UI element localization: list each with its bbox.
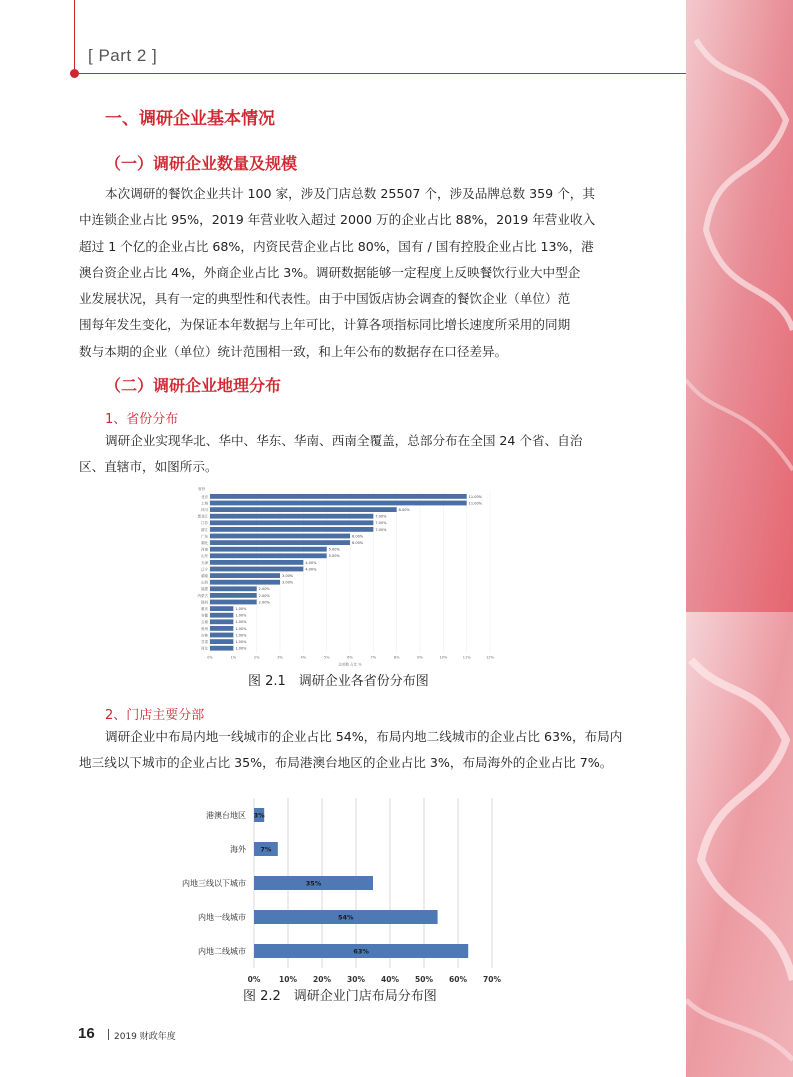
chart1-bar <box>210 494 467 499</box>
chart1-value-label: 1.00% <box>235 620 247 625</box>
chart2-category-label: 内地三线以下城市 <box>182 879 246 888</box>
paragraph-line: 调研企业中布局内地一线城市的企业占比 54%，布局内地二线城市的企业占比 63%，布局内 <box>105 729 623 744</box>
decorative-photo-strip <box>686 0 793 1077</box>
chart1-bar <box>210 626 233 631</box>
chart2-value-label: 3% <box>253 811 265 820</box>
paragraph-line: 超过 1 个亿的企业占比 68%，内资民营企业占比 80%，国有 / 国有控股企业占比 13%，港 <box>79 238 594 254</box>
chart1-category-label: 河北 <box>201 646 208 651</box>
chart2-category-label: 内地二线城市 <box>198 947 246 956</box>
chart1-category-label: 天津 <box>201 560 208 565</box>
chart1-value-label: 2.00% <box>258 587 270 592</box>
paragraph-scale <box>79 181 607 365</box>
chart1-bar <box>210 547 327 552</box>
chart1-tick-label: 10% <box>439 655 448 660</box>
chart2-tick-label: 30% <box>347 975 365 982</box>
chart1-category-label: 浙江 <box>201 527 208 532</box>
paragraph-line: 澳台资企业占比 4%，外商企业占比 3%。调研数据能够一定程度上反映餐饮行业大中型企 <box>79 264 581 280</box>
chart1-category-label: 广东 <box>201 534 208 539</box>
figure-caption-2-2: 图 2.2 调研企业门店布局分布图 <box>243 989 437 1004</box>
chart1-bar <box>210 593 257 598</box>
chart1-bar <box>210 606 233 611</box>
header-frame-dot <box>70 69 79 78</box>
chart1-bar <box>210 633 233 638</box>
chart1-category-label: 湖北 <box>201 541 208 545</box>
chart1-bar <box>210 639 233 644</box>
chart1-category-label: 辽宁 <box>201 567 208 572</box>
chart1-tick-label: 6% <box>347 655 353 660</box>
chart1-category-label: 福建 <box>201 587 208 592</box>
chart1-category-label: 陕西 <box>201 600 208 605</box>
chart1-bar <box>210 586 257 591</box>
chart1-value-label: 4.00% <box>305 560 317 565</box>
chart1-category-label: 河南 <box>201 547 208 552</box>
chart1-tick-label: 7% <box>370 655 377 660</box>
paragraph-line: 调研企业实现华北、华中、华东、华南、西南全覆盖，总部分布在全国 24 个省、自治 <box>105 433 583 448</box>
chart1-bar <box>210 573 280 578</box>
chart1-tick-label: 5% <box>323 655 330 660</box>
chart1-tick-label: 8% <box>393 655 400 660</box>
chart1-bar <box>210 540 350 545</box>
province-chart-svg <box>196 485 496 670</box>
chart1-bar <box>210 567 303 572</box>
chart2-category-label: 内地一线城市 <box>198 913 246 922</box>
subsection-title-1: （一）调研企业数量及规模 <box>105 154 298 173</box>
chart1-bar <box>210 527 373 532</box>
header-frame-vertical <box>74 0 75 74</box>
chart1-bar <box>210 600 257 605</box>
chart1-value-label: 3.00% <box>282 574 294 578</box>
chart1-category-label: 吉林 <box>201 633 208 638</box>
chart2-value-label: 63% <box>353 947 369 956</box>
chart1-value-label: 2.00% <box>258 600 270 605</box>
store-layout-chart <box>174 790 514 986</box>
chart1-tick-label: 2% <box>253 655 260 660</box>
chart1-bar <box>210 507 397 512</box>
chart1-axis-label: 总部数 占比 % <box>338 662 362 667</box>
chart2-category-label: 海外 <box>230 845 246 854</box>
chart2-tick-label: 0% <box>247 975 261 982</box>
chart1-value-label: 1.00% <box>235 633 247 638</box>
chart1-category-label: 上海 <box>201 501 208 506</box>
chart1-tick-label: 3% <box>277 655 283 660</box>
paragraph-line: 数与本期的企业（单位）统计范围相一致，和上年公布的数据存在口径差异。 <box>79 343 508 359</box>
chart1-header-label: 省份 <box>198 487 205 491</box>
chart1-value-label: 8.00% <box>398 508 410 512</box>
chart2-tick-label: 40% <box>381 975 399 982</box>
page-number: 16 <box>78 1025 95 1042</box>
chart1-category-label: 重庆 <box>201 607 208 611</box>
chart1-category-label: 江苏 <box>201 521 208 526</box>
chart2-value-label: 7% <box>260 845 272 854</box>
paragraph-line: 区、直辖市，如图所示。 <box>79 459 218 475</box>
item-title-province: 1、省份分布 <box>105 412 179 427</box>
chart1-bar <box>210 514 373 519</box>
chart1-bar <box>210 580 280 585</box>
chart1-value-label: 1.00% <box>235 626 247 631</box>
chart1-bar <box>210 520 373 525</box>
paragraph-line: 围每年发生变化，为保证本年数据与上年可比，计算各项指标同比增长速度所采用的同期 <box>79 317 571 333</box>
chart1-value-label: 1.00% <box>235 646 247 651</box>
chart1-value-label: 7.00% <box>375 521 387 526</box>
chart1-value-label: 1.00% <box>235 613 247 618</box>
paragraph-province <box>79 428 607 481</box>
chart1-bar <box>210 619 233 624</box>
chart1-value-label: 4.00% <box>305 567 317 572</box>
chart1-value-label: 7.00% <box>375 514 387 519</box>
chart1-value-label: 2.00% <box>258 593 270 598</box>
subsection-title-2: （二）调研企业地理分布 <box>105 376 282 395</box>
paragraph-stores <box>79 724 623 777</box>
paragraph-line: 本次调研的餐饮企业共计 100 家，涉及门店总数 25507 个，涉及品牌总数 359 个，其 <box>105 186 595 201</box>
paragraph-line: 地三线以下城市的企业占比 35%，布局港澳台地区的企业占比 3%，布局海外的企业占比 7%。 <box>79 755 613 771</box>
chart1-value-label: 3.00% <box>282 580 294 585</box>
chart2-category-label: 港澳台地区 <box>206 811 246 820</box>
chart1-value-label: 1.00% <box>235 640 247 644</box>
chart1-category-label: 北京 <box>201 494 208 499</box>
paragraph-line: 业发展状况，具有一定的典型性和代表性。由于中国饭店协会调查的餐饮企业（单位）范 <box>79 291 571 307</box>
chart1-category-label: 云南 <box>201 620 208 625</box>
chart1-bar <box>210 646 233 651</box>
chart1-category-label: 安徽 <box>201 613 208 618</box>
chart2-tick-label: 20% <box>313 975 331 982</box>
chart1-category-label: 四川 <box>201 508 208 512</box>
chart1-tick-label: 1% <box>230 655 237 660</box>
chart1-category-label: 山西 <box>201 580 208 585</box>
chart1-value-label: 1.00% <box>235 607 247 611</box>
chart1-value-label: 7.00% <box>375 527 387 532</box>
header-frame-horizontal <box>74 73 686 74</box>
section-title: 一、调研企业基本情况 <box>105 109 275 129</box>
chart1-value-label: 11.00% <box>468 501 483 506</box>
chart1-value-label: 6.00% <box>352 534 364 539</box>
chart2-value-label: 35% <box>305 879 322 888</box>
footer-text: 2019 财政年度 <box>114 1032 176 1042</box>
chart1-category-label: 贵州 <box>201 626 208 631</box>
chart2-tick-label: 50% <box>415 975 433 982</box>
store-chart-svg <box>174 790 514 982</box>
chart2-tick-label: 60% <box>449 975 467 982</box>
part-label: [ Part 2 ] <box>88 46 158 65</box>
province-distribution-chart <box>196 485 496 674</box>
chart2-value-label: 54% <box>338 913 354 922</box>
chart1-value-label: 5.00% <box>328 547 340 552</box>
chart1-category-label: 内蒙古 <box>197 593 208 598</box>
chart1-value-label: 6.00% <box>352 541 364 545</box>
chart1-tick-label: 4% <box>300 655 307 660</box>
chart1-category-label: 山东 <box>201 554 208 559</box>
chart1-tick-label: 0% <box>207 655 213 660</box>
paragraph-line: 中连锁企业占比 95%，2019 年营业收入超过 2000 万的企业占比 88%，2019 年营业收入 <box>79 212 596 228</box>
chart2-tick-label: 70% <box>483 975 501 982</box>
chart1-bar <box>210 501 467 506</box>
chart2-tick-label: 10% <box>279 975 297 982</box>
chart1-bar <box>210 613 233 618</box>
chart1-value-label: 5.00% <box>328 554 340 559</box>
chart1-bar <box>210 553 327 558</box>
chart1-bar <box>210 560 303 565</box>
chart1-value-label: 11.00% <box>468 494 483 499</box>
chart1-tick-label: 11% <box>462 655 471 660</box>
footer-separator <box>108 1029 109 1040</box>
chart1-category-label: 黑龙江 <box>197 514 208 519</box>
chart1-category-label: 甘肃 <box>201 640 208 644</box>
chart1-bar <box>210 534 350 539</box>
chart1-category-label: 湖南 <box>201 574 208 578</box>
item-title-stores: 2、门店主要分部 <box>105 708 205 723</box>
chart1-tick-label: 9% <box>417 655 423 660</box>
chart1-tick-label: 12% <box>486 655 494 660</box>
figure-caption-2-1: 图 2.1 调研企业各省份分布图 <box>248 674 429 689</box>
